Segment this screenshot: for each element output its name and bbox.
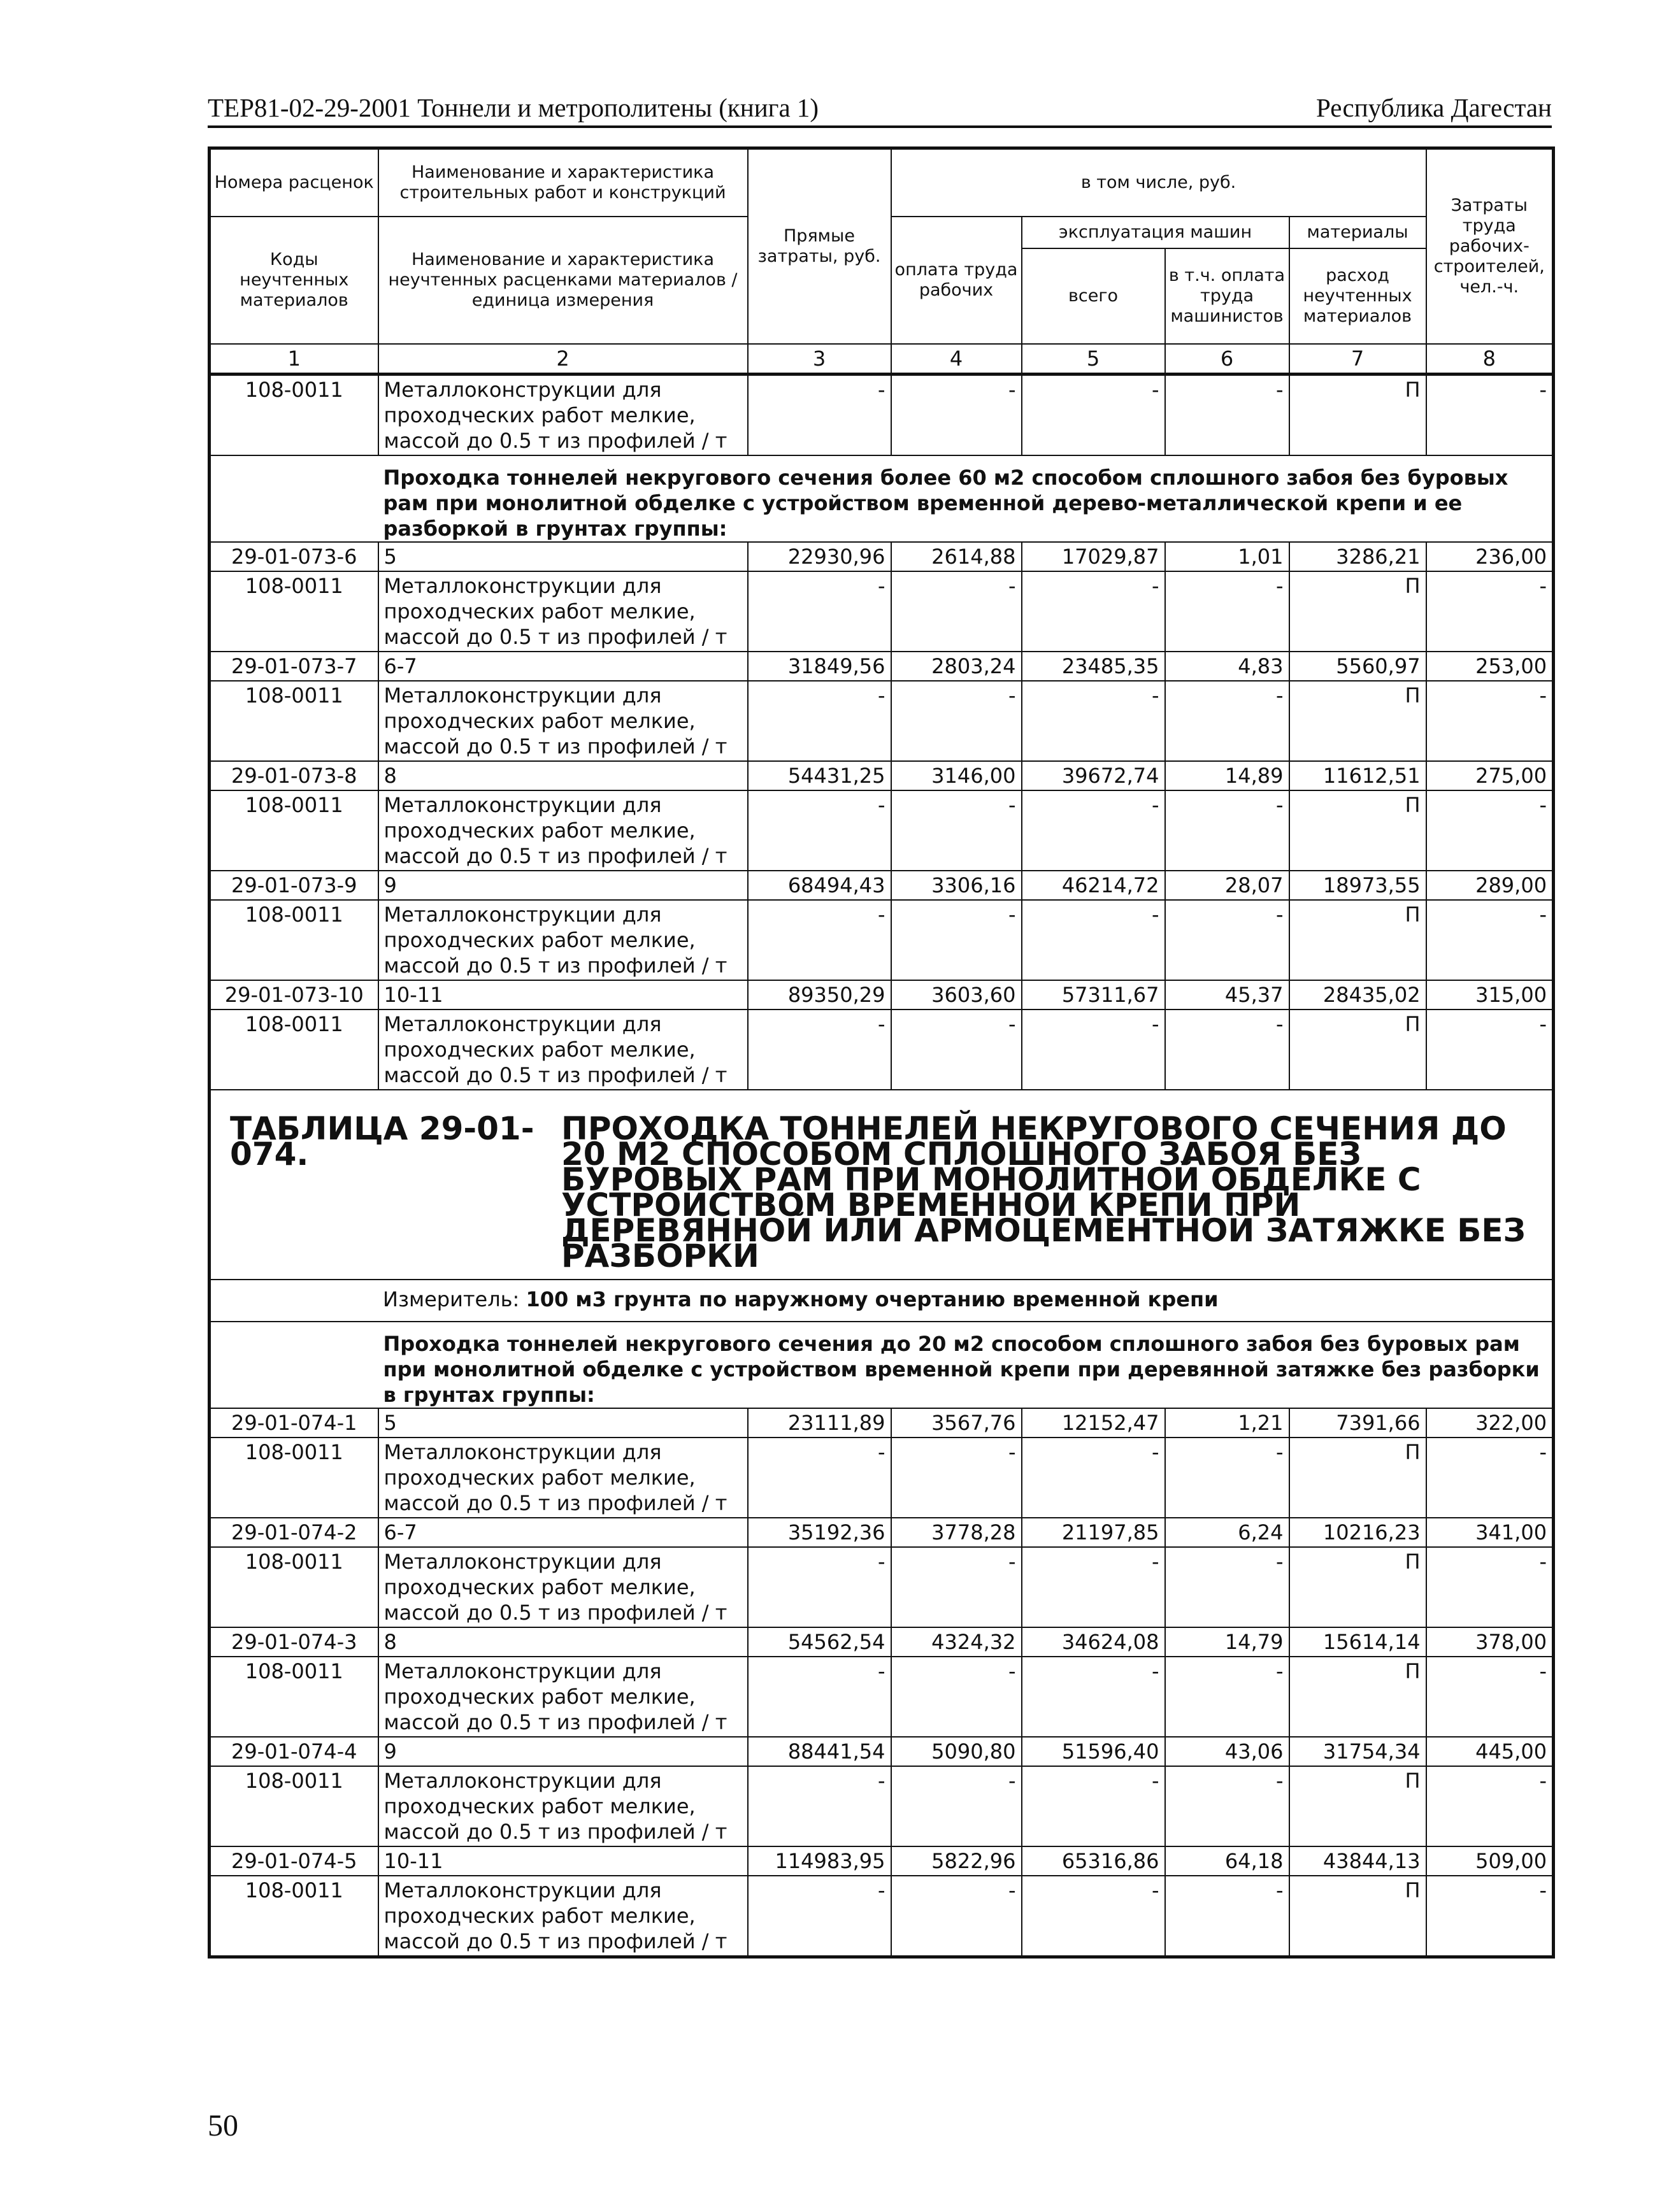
cell-materials: П xyxy=(1289,1876,1426,1957)
cell-machines: - xyxy=(1022,1876,1165,1957)
first-material-block xyxy=(210,375,1554,543)
group-title: Проходка тоннелей некругового сечения более 60 м2 способом сплошного забоя без буровых рам при монолитной обделке с устройством временной дерево-металлической крепи и ее разборкой в грунтах группы: xyxy=(378,455,1554,542)
cell-wage: 3306,16 xyxy=(891,871,1022,900)
col-number: 1 xyxy=(210,344,378,375)
cell-labor: 445,00 xyxy=(1426,1737,1554,1766)
col-number: 2 xyxy=(378,344,748,375)
cell-wage: - xyxy=(891,681,1022,761)
material-row xyxy=(210,1547,1554,1627)
cell-labor: - xyxy=(1426,1657,1554,1737)
cell-wage: - xyxy=(891,571,1022,652)
cell-wage: - xyxy=(891,1438,1022,1518)
cell-machines: 34624,08 xyxy=(1022,1627,1165,1657)
cell-machines-wage: 6,24 xyxy=(1165,1518,1289,1547)
rate-row xyxy=(210,761,1554,790)
cell-machines-wage: - xyxy=(1165,900,1289,980)
cell-materials: 5560,97 xyxy=(1289,652,1426,681)
cell-materials: 7391,66 xyxy=(1289,1408,1426,1438)
cell-machines: 65316,86 xyxy=(1022,1846,1165,1876)
cell-labor: 341,00 xyxy=(1426,1518,1554,1547)
cell-labor: - xyxy=(1426,1876,1554,1957)
group-title: Проходка тоннелей некругового сечения до 20 м2 способом сплошного забоя без буровых рам при монолитной обделке с устройством временной крепи при деревянной затяжке без разборки в грунтах группы: xyxy=(378,1322,1554,1408)
machines-header: эксплуатация машин xyxy=(1022,217,1289,248)
document-code: ТЕР81-02-29-2001 Тоннели и метрополитены (книга 1) xyxy=(208,93,819,122)
rate-row xyxy=(210,542,1554,571)
material-name: Металлоконструкции для проходческих работ мелкие, массой до 0.5 т из профилей / т xyxy=(378,1766,748,1846)
col3-header: Прямые затраты, руб. xyxy=(748,148,891,345)
rate-code: 29-01-073-6 xyxy=(210,542,378,571)
cell-machines: 57311,67 xyxy=(1022,980,1165,1010)
materials-header: материалы xyxy=(1289,217,1426,248)
cell-wage: - xyxy=(891,1010,1022,1090)
cell-labor: 322,00 xyxy=(1426,1408,1554,1438)
cell-machines: - xyxy=(1022,1547,1165,1627)
col2-top-header: Наименование и характеристика строительных работ и конструкций xyxy=(378,148,748,217)
rate-code: 29-01-073-7 xyxy=(210,652,378,681)
cell-materials: П xyxy=(1289,1766,1426,1846)
cell-direct: 68494,43 xyxy=(748,871,891,900)
material-row xyxy=(210,900,1554,980)
cell-machines-wage: - xyxy=(1165,1876,1289,1957)
cell-direct: 114983,95 xyxy=(748,1846,891,1876)
cell-labor: 378,00 xyxy=(1426,1627,1554,1657)
cell-machines: 21197,85 xyxy=(1022,1518,1165,1547)
table-header xyxy=(210,148,1554,375)
cell-direct: - xyxy=(748,790,891,871)
cell-wage: 4324,32 xyxy=(891,1627,1022,1657)
cell-direct: 54562,54 xyxy=(748,1627,891,1657)
material-name: Металлоконструкции для проходческих работ мелкие, массой до 0.5 т из профилей / т xyxy=(378,1876,748,1957)
cell-machines: 17029,87 xyxy=(1022,542,1165,571)
cell-labor: - xyxy=(1426,375,1554,456)
cell-labor: - xyxy=(1426,1547,1554,1627)
col2-bottom-header: Наименование и характеристика неучтенных расценками материалов / единица измерения xyxy=(378,217,748,344)
cell-direct: 23111,89 xyxy=(748,1408,891,1438)
col-number: 4 xyxy=(891,344,1022,375)
rate-row xyxy=(210,980,1554,1010)
rate-row xyxy=(210,1846,1554,1876)
cell-wage: - xyxy=(891,1547,1022,1627)
soil-group: 5 xyxy=(378,1408,748,1438)
soil-group: 6-7 xyxy=(378,1518,748,1547)
soil-group: 6-7 xyxy=(378,652,748,681)
cell-wage: - xyxy=(891,1657,1022,1737)
cell-direct: - xyxy=(748,1876,891,1957)
cell-labor: - xyxy=(1426,1010,1554,1090)
cell-machines-wage: 14,89 xyxy=(1165,761,1289,790)
cell-materials: П xyxy=(1289,1547,1426,1627)
material-row xyxy=(210,1766,1554,1846)
soil-group: 5 xyxy=(378,542,748,571)
cell-machines-wage: - xyxy=(1165,1657,1289,1737)
cell-wage: 3146,00 xyxy=(891,761,1022,790)
cell-machines-wage: - xyxy=(1165,681,1289,761)
material-row xyxy=(210,1438,1554,1518)
cell-labor: 509,00 xyxy=(1426,1846,1554,1876)
rate-code: 29-01-073-9 xyxy=(210,871,378,900)
material-row xyxy=(210,681,1554,761)
cell-materials: 3286,21 xyxy=(1289,542,1426,571)
soil-group: 9 xyxy=(378,1737,748,1766)
cell-wage: 3603,60 xyxy=(891,980,1022,1010)
material-code: 108-0011 xyxy=(210,900,378,980)
material-name: Металлоконструкции для проходческих работ мелкие, массой до 0.5 т из профилей / т xyxy=(378,1438,748,1518)
table-caption xyxy=(210,1090,1554,1280)
cell-direct: 22930,96 xyxy=(748,542,891,571)
col-number: 3 xyxy=(748,344,891,375)
col5-header: всего xyxy=(1022,248,1165,344)
material-row xyxy=(210,790,1554,871)
col4-header: оплата труда рабочих xyxy=(891,217,1022,344)
material-name: Металлоконструкции для проходческих работ мелкие, массой до 0.5 т из профилей / т xyxy=(378,790,748,871)
cell-machines-wage: - xyxy=(1165,1438,1289,1518)
cell-machines: 51596,40 xyxy=(1022,1737,1165,1766)
col-number: 7 xyxy=(1289,344,1426,375)
cell-labor: - xyxy=(1426,790,1554,871)
cell-machines-wage: - xyxy=(1165,571,1289,652)
cell-direct: - xyxy=(748,1547,891,1627)
table-label: ТАБЛИЦА 29-01-074. xyxy=(230,1110,534,1173)
cell-direct: - xyxy=(748,375,891,456)
material-code: 108-0011 xyxy=(210,681,378,761)
cell-labor: 275,00 xyxy=(1426,761,1554,790)
cell-machines: - xyxy=(1022,571,1165,652)
rate-row xyxy=(210,1737,1554,1766)
rate-code: 29-01-074-1 xyxy=(210,1408,378,1438)
cell-wage: - xyxy=(891,790,1022,871)
cell-labor: - xyxy=(1426,900,1554,980)
material-code: 108-0011 xyxy=(210,1438,378,1518)
cell-labor: 253,00 xyxy=(1426,652,1554,681)
cell-machines: - xyxy=(1022,1010,1165,1090)
material-code: 108-0011 xyxy=(210,571,378,652)
material-name: Металлоконструкции для проходческих работ мелкие, массой до 0.5 т из профилей / т xyxy=(378,681,748,761)
cell-direct: 89350,29 xyxy=(748,980,891,1010)
soil-group: 9 xyxy=(378,871,748,900)
rate-code: 29-01-073-8 xyxy=(210,761,378,790)
material-name: Металлоконструкции для проходческих работ мелкие, массой до 0.5 т из профилей / т xyxy=(378,1657,748,1737)
cell-machines: - xyxy=(1022,790,1165,871)
cell-materials: 11612,51 xyxy=(1289,761,1426,790)
cell-machines: - xyxy=(1022,900,1165,980)
cell-labor: 236,00 xyxy=(1426,542,1554,571)
material-code: 108-0011 xyxy=(210,1876,378,1957)
cell-wage: 5090,80 xyxy=(891,1737,1022,1766)
col6-header: в т.ч. оплата труда машинистов xyxy=(1165,248,1289,344)
cell-wage: 5822,96 xyxy=(891,1846,1022,1876)
cell-materials: П xyxy=(1289,375,1426,456)
col7-header: расход неучтенных материалов xyxy=(1289,248,1426,344)
cell-machines: 12152,47 xyxy=(1022,1408,1165,1438)
soil-group: 10-11 xyxy=(378,980,748,1010)
cell-labor: 289,00 xyxy=(1426,871,1554,900)
rate-code: 29-01-074-3 xyxy=(210,1627,378,1657)
cell-direct: 35192,36 xyxy=(748,1518,891,1547)
cell-materials: П xyxy=(1289,1010,1426,1090)
cell-direct: - xyxy=(748,1657,891,1737)
cell-machines-wage: 1,01 xyxy=(1165,542,1289,571)
cell-wage: 3778,28 xyxy=(891,1518,1022,1547)
col1-top-header: Номера расценок xyxy=(210,148,378,217)
cell-wage: - xyxy=(891,1876,1022,1957)
cell-labor: 315,00 xyxy=(1426,980,1554,1010)
running-head xyxy=(208,92,1552,128)
table-title: ПРОХОДКА ТОННЕЛЕЙ НЕКРУГОВОГО СЕЧЕНИЯ ДО 20 М2 СПОСОБОМ СПЛОШНОГО ЗАБОЯ БЕЗ БУРОВЫХ РАМ ПРИ МОНОЛИТНОЙ ОБДЕЛКЕ С УСТРОЙСТВОМ ВРЕМЕННОЙ КРЕПИ ПРИ ДЕРЕВЯННОЙ ИЛИ АРМОЦЕМЕНТНОЙ ЗАТЯЖКЕ БЕЗ РАЗБОРКИ xyxy=(561,1110,1526,1274)
incl-header: в том числе, руб. xyxy=(891,148,1426,217)
cell-machines-wage: 28,07 xyxy=(1165,871,1289,900)
soil-group: 10-11 xyxy=(378,1846,748,1876)
material-row xyxy=(210,1876,1554,1957)
cell-machines: 39672,74 xyxy=(1022,761,1165,790)
cell-direct: - xyxy=(748,1010,891,1090)
cell-materials: 43844,13 xyxy=(1289,1846,1426,1876)
rate-row xyxy=(210,1518,1554,1547)
cell-materials: П xyxy=(1289,1657,1426,1737)
col-number: 8 xyxy=(1426,344,1554,375)
cell-machines: - xyxy=(1022,375,1165,456)
cell-direct: 31849,56 xyxy=(748,652,891,681)
cell-wage: 3567,76 xyxy=(891,1408,1022,1438)
region-name: Республика Дагестан xyxy=(1316,93,1552,122)
cell-materials: П xyxy=(1289,571,1426,652)
material-code: 108-0011 xyxy=(210,1766,378,1846)
rate-row xyxy=(210,1408,1554,1438)
page-number: 50 xyxy=(208,2109,238,2143)
cell-machines-wage: 4,83 xyxy=(1165,652,1289,681)
cell-labor: - xyxy=(1426,1438,1554,1518)
rate-row xyxy=(210,1627,1554,1657)
cell-machines: - xyxy=(1022,1657,1165,1737)
cell-materials: П xyxy=(1289,1438,1426,1518)
rate-code: 29-01-074-2 xyxy=(210,1518,378,1547)
material-code: 108-0011 xyxy=(210,1657,378,1737)
material-code: 108-0011 xyxy=(210,375,378,456)
cell-materials: 18973,55 xyxy=(1289,871,1426,900)
cell-wage: 2614,88 xyxy=(891,542,1022,571)
material-name: Металлоконструкции для проходческих работ мелкие, массой до 0.5 т из профилей / т xyxy=(378,900,748,980)
rate-code: 29-01-074-4 xyxy=(210,1737,378,1766)
cell-materials: 15614,14 xyxy=(1289,1627,1426,1657)
cell-machines-wage: - xyxy=(1165,1766,1289,1846)
group1-rows xyxy=(210,542,1554,1090)
material-code: 108-0011 xyxy=(210,790,378,871)
meter-label: Измеритель: xyxy=(383,1287,520,1311)
soil-group: 8 xyxy=(378,1627,748,1657)
cell-machines-wage: - xyxy=(1165,790,1289,871)
cell-machines-wage: 43,06 xyxy=(1165,1737,1289,1766)
cell-direct: - xyxy=(748,1766,891,1846)
cell-wage: 2803,24 xyxy=(891,652,1022,681)
cell-direct: - xyxy=(748,571,891,652)
cell-machines: - xyxy=(1022,681,1165,761)
cell-machines-wage: - xyxy=(1165,1010,1289,1090)
soil-group: 8 xyxy=(378,761,748,790)
material-name: Металлоконструкции для проходческих работ мелкие, массой до 0.5 т из профилей / т xyxy=(378,1010,748,1090)
cell-wage: - xyxy=(891,1766,1022,1846)
cell-direct: - xyxy=(748,900,891,980)
cell-machines-wage: 1,21 xyxy=(1165,1408,1289,1438)
cell-machines-wage: 64,18 xyxy=(1165,1846,1289,1876)
cell-materials: П xyxy=(1289,900,1426,980)
cell-materials: 31754,34 xyxy=(1289,1737,1426,1766)
cell-direct: - xyxy=(748,681,891,761)
material-name: Металлоконструкции для проходческих работ мелкие, массой до 0.5 т из профилей / т xyxy=(378,1547,748,1627)
material-code: 108-0011 xyxy=(210,1010,378,1090)
rate-row xyxy=(210,652,1554,681)
col-number: 6 xyxy=(1165,344,1289,375)
cell-labor: - xyxy=(1426,1766,1554,1846)
cell-direct: 54431,25 xyxy=(748,761,891,790)
cell-labor: - xyxy=(1426,681,1554,761)
rates-table xyxy=(208,146,1555,1959)
material-name: Металлоконструкции для проходческих работ мелкие, массой до 0.5 т из профилей / т xyxy=(378,375,748,456)
cell-machines: - xyxy=(1022,1766,1165,1846)
meter-line xyxy=(210,1280,1554,1322)
col1-bottom-header: Коды неучтенных материалов xyxy=(210,217,378,344)
cell-materials: П xyxy=(1289,790,1426,871)
col8-header: Затраты труда рабочих-строителей, чел.-ч. xyxy=(1426,148,1554,345)
cell-machines: - xyxy=(1022,1438,1165,1518)
cell-direct: 88441,54 xyxy=(748,1737,891,1766)
group2-rows xyxy=(210,1408,1554,1957)
cell-machines-wage: 14,79 xyxy=(1165,1627,1289,1657)
cell-machines-wage: - xyxy=(1165,375,1289,456)
material-row xyxy=(210,1657,1554,1737)
rate-row xyxy=(210,871,1554,900)
meter-value: 100 м3 грунта по наружному очертанию временной крепи xyxy=(526,1287,1219,1311)
table-074-caption xyxy=(210,1090,1554,1408)
material-row xyxy=(210,571,1554,652)
cell-wage: - xyxy=(891,900,1022,980)
col-number: 5 xyxy=(1022,344,1165,375)
material-name: Металлоконструкции для проходческих работ мелкие, массой до 0.5 т из профилей / т xyxy=(378,571,748,652)
cell-machines: 46214,72 xyxy=(1022,871,1165,900)
material-code: 108-0011 xyxy=(210,1547,378,1627)
material-row xyxy=(210,375,1554,456)
cell-machines-wage: - xyxy=(1165,1547,1289,1627)
cell-materials: 10216,23 xyxy=(1289,1518,1426,1547)
rate-code: 29-01-074-5 xyxy=(210,1846,378,1876)
cell-wage: - xyxy=(891,375,1022,456)
cell-machines: 23485,35 xyxy=(1022,652,1165,681)
cell-machines-wage: 45,37 xyxy=(1165,980,1289,1010)
cell-materials: 28435,02 xyxy=(1289,980,1426,1010)
cell-labor: - xyxy=(1426,571,1554,652)
rate-code: 29-01-073-10 xyxy=(210,980,378,1010)
material-row xyxy=(210,1010,1554,1090)
cell-materials: П xyxy=(1289,681,1426,761)
cell-direct: - xyxy=(748,1438,891,1518)
